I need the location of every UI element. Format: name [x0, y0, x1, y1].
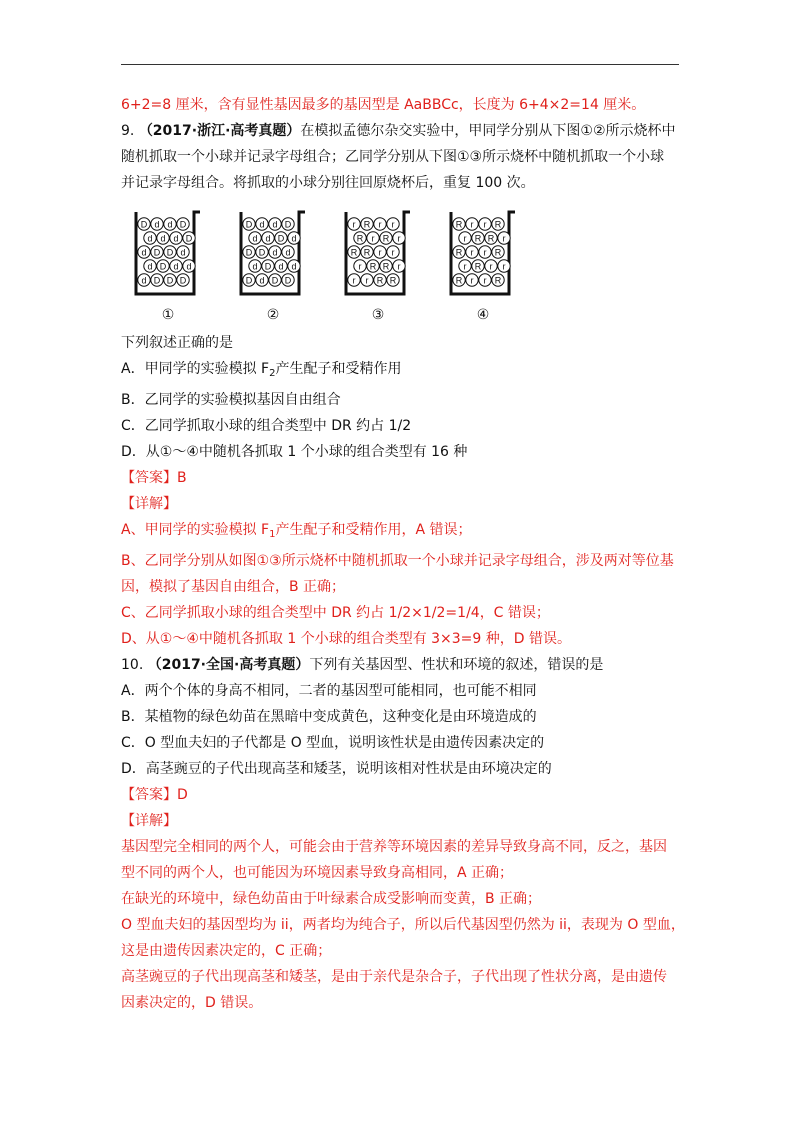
q9-option-d: D．从①～④中随机各抓取 1 个小球的组合类型有 16 种: [121, 444, 468, 460]
ball: [243, 218, 255, 230]
ball: [177, 218, 189, 230]
ball-letter: r: [483, 275, 487, 286]
previous-answer-fragment: 6+2=8 厘米，含有显性基因最多的基因型是 AaBBCc，长度为 6+4×2=14 厘米。: [121, 97, 646, 113]
ball-letter: d: [141, 275, 147, 286]
ball: [138, 274, 150, 286]
ball-letter: D: [258, 247, 266, 258]
ball: [183, 232, 195, 244]
ball-letter: R: [382, 261, 390, 272]
ball-letter: d: [285, 247, 291, 258]
q9-option-b: B．乙同学的实验模拟基因自由组合: [121, 392, 341, 408]
ball: [256, 246, 268, 258]
q10-explain-3-line-2: 这是由遗传因素决定的，C 正确；: [121, 943, 332, 959]
ball: [249, 260, 261, 272]
ball: [164, 218, 176, 230]
ball: [170, 260, 182, 272]
q10-stem-text: 下列有关基因型、性状和环境的叙述，错误的是: [309, 657, 604, 673]
ball-letter: D: [166, 247, 174, 258]
ball: [177, 246, 189, 258]
ball: [138, 218, 150, 230]
q9-explain-d: D、从①～④中随机各抓取 1 个小球的组合类型有 3×3=9 种，D 错误。: [121, 631, 572, 647]
ball: [374, 218, 386, 230]
ball: [269, 218, 281, 230]
ball: [164, 246, 176, 258]
q9-explain-label: 【详解】: [121, 496, 177, 512]
ball: [459, 232, 471, 244]
ball-letter: r: [365, 275, 369, 286]
ball-letter: R: [494, 275, 502, 286]
ball: [151, 218, 163, 230]
q9-explain-b-line-1: B、乙同学分别从如图①③所示烧杯中随机抓取一个小球并记录字母组合，涉及两对等位基: [121, 553, 674, 569]
ball-letter: r: [483, 247, 487, 258]
ball: [354, 232, 366, 244]
q9-option-c: C．乙同学抓取小球的组合类型中 DR 约占 1/2: [121, 418, 412, 434]
q9-number: 9.: [121, 123, 135, 139]
ball: [479, 274, 491, 286]
ball: [354, 260, 366, 272]
ball: [151, 274, 163, 286]
ball-letter: R: [363, 219, 371, 230]
ball-letter: r: [371, 233, 375, 244]
ball: [256, 218, 268, 230]
ball: [269, 246, 281, 258]
ball: [282, 274, 294, 286]
ball-letter: D: [245, 219, 253, 230]
ball-letter: r: [358, 261, 362, 272]
ball-letter: d: [147, 261, 153, 272]
ball-letter: R: [369, 261, 377, 272]
ball: [282, 246, 294, 258]
ball-letter: d: [291, 233, 297, 244]
ball-letter: d: [291, 261, 297, 272]
q10-answer-label: 【答案】: [121, 787, 177, 803]
ball: [492, 246, 504, 258]
beaker-2: [233, 208, 313, 324]
ball-letter: r: [397, 261, 401, 272]
ball-letter: D: [277, 233, 285, 244]
ball-letter: r: [470, 247, 474, 258]
ball: [170, 232, 182, 244]
beaker-3-drawing: [338, 208, 418, 298]
ball: [243, 274, 255, 286]
ball: [485, 260, 497, 272]
ball-letter: R: [356, 233, 364, 244]
beaker-4-drawing: [443, 208, 523, 298]
beaker-1-label: ①: [161, 307, 175, 323]
ball-letter: r: [391, 247, 395, 258]
ball-letter: R: [350, 247, 358, 258]
q10-option-d: D．高茎豌豆的子代出现高茎和矮茎，说明该相对性状是由环境决定的: [121, 761, 552, 777]
ball-letter: r: [470, 275, 474, 286]
ball: [361, 246, 373, 258]
ball-letter: d: [259, 275, 265, 286]
q9-stem-text-1: 在模拟孟德尔杂交实验中，甲同学分别从下图①②所示烧杯中: [300, 123, 676, 139]
ball: [380, 232, 392, 244]
q10-number: 10.: [121, 657, 144, 673]
ball-letter: r: [502, 261, 506, 272]
q9-stem-line-3: 并记录字母组合。将抓取的小球分别往回原烧杯后，重复 100 次。: [121, 175, 535, 191]
ball-letter: D: [179, 219, 187, 230]
ball: [485, 232, 497, 244]
beaker-2-drawing: [233, 208, 313, 298]
ball: [466, 274, 478, 286]
q10-option-a: A．两个个体的身高不相同，二者的基因型可能相同，也可能不相同: [121, 683, 537, 699]
ball: [453, 246, 465, 258]
ball: [348, 218, 360, 230]
ball: [275, 260, 287, 272]
ball-letter: d: [186, 261, 192, 272]
ball-letter: R: [474, 261, 482, 272]
beaker-2-label: ②: [266, 307, 280, 323]
q10-explain-1-line-1: 基因型完全相同的两个人，可能会由于营养等环境因素的差异导致身高不同，反之，基因: [121, 839, 667, 855]
ball: [256, 274, 268, 286]
q10-option-c: C．O 型血夫妇的子代都是 O 型血，说明该性状是由遗传因素决定的: [121, 735, 545, 751]
ball-letter: D: [179, 275, 187, 286]
q10-explain-label: 【详解】: [121, 813, 177, 829]
ball: [361, 274, 373, 286]
ball: [157, 260, 169, 272]
ball: [262, 232, 274, 244]
ball-letter: r: [489, 261, 493, 272]
ball-letter: D: [153, 275, 161, 286]
ball-letter: d: [154, 219, 160, 230]
ball-letter: d: [180, 247, 186, 258]
q9-option-a-subscript: 2: [269, 368, 276, 379]
q10-explain-2: 在缺光的环境中，绿色幼苗由于叶绿素合成受影响而变黄，B 正确；: [121, 891, 542, 907]
ball-letter: R: [455, 247, 463, 258]
ball: [374, 274, 386, 286]
ball-letter: R: [382, 233, 390, 244]
ball: [466, 218, 478, 230]
ball-letter: d: [173, 261, 179, 272]
ball: [151, 246, 163, 258]
ball: [380, 260, 392, 272]
ball: [387, 274, 399, 286]
ball: [288, 260, 300, 272]
ball: [492, 274, 504, 286]
ball-letter: D: [271, 275, 279, 286]
q10-stem: [121, 652, 681, 678]
ball-letter: D: [153, 247, 161, 258]
header-rule: [121, 64, 679, 65]
ball-letter: r: [378, 247, 382, 258]
document-body: [121, 92, 685, 1016]
q9-source: （2017·浙江·高考真题）: [138, 123, 301, 139]
ball-letter: r: [352, 275, 356, 286]
ball: [138, 246, 150, 258]
ball: [459, 260, 471, 272]
ball: [144, 232, 156, 244]
q10-explain-4-line-2: 因素决定的，D 错误。: [121, 995, 263, 1011]
ball: [262, 260, 274, 272]
ball-letter: D: [140, 219, 148, 230]
ball-letter: D: [185, 233, 193, 244]
ball-letter: d: [272, 247, 278, 258]
ball: [269, 274, 281, 286]
ball-letter: d: [252, 233, 258, 244]
ball: [164, 274, 176, 286]
ball-letter: d: [141, 247, 147, 258]
question-10: [121, 652, 685, 1016]
ball-letter: r: [391, 219, 395, 230]
ball-letter: d: [167, 219, 173, 230]
beaker-4: [443, 208, 523, 324]
q10-option-b: B．某植物的绿色幼苗在黑暗中变成黄色，这种变化是由环境造成的: [121, 709, 537, 725]
ball: [472, 232, 484, 244]
beaker-3-label: ③: [371, 307, 385, 323]
ball: [492, 218, 504, 230]
ball: [157, 232, 169, 244]
ball: [387, 218, 399, 230]
ball-letter: D: [166, 275, 174, 286]
ball-letter: d: [272, 219, 278, 230]
ball-letter: R: [455, 275, 463, 286]
q9-answer-label: 【答案】: [121, 470, 177, 486]
ball: [498, 260, 510, 272]
ball-letter: d: [252, 261, 258, 272]
ball-letter: R: [487, 233, 495, 244]
q10-source: （2017·全国·高考真题）: [147, 657, 310, 673]
ball: [466, 246, 478, 258]
q9-explain-a-subscript: 1: [269, 529, 276, 540]
ball-letter: d: [173, 233, 179, 244]
ball: [249, 232, 261, 244]
ball: [282, 218, 294, 230]
ball-letter: R: [455, 219, 463, 230]
ball-letter: R: [494, 247, 502, 258]
ball-letter: r: [378, 219, 382, 230]
ball-letter: R: [363, 247, 371, 258]
beaker-1-drawing: [128, 208, 208, 298]
q10-answer-value: D: [177, 787, 188, 803]
ball-letter: R: [494, 219, 502, 230]
q9-option-a: [121, 356, 681, 387]
ball-letter: D: [284, 219, 292, 230]
ball-letter: r: [502, 233, 506, 244]
ball-letter: r: [470, 219, 474, 230]
q9-explain-a: [121, 517, 681, 548]
ball: [479, 218, 491, 230]
ball: [144, 260, 156, 272]
ball: [453, 218, 465, 230]
ball: [453, 274, 465, 286]
ball-letter: d: [160, 233, 166, 244]
question-9: [121, 118, 681, 652]
ball-letter: d: [147, 233, 153, 244]
ball-letter: D: [264, 261, 272, 272]
ball: [479, 246, 491, 258]
q9-option-a-tail: 产生配子和受精作用: [275, 361, 402, 377]
beaker-1: [128, 208, 208, 324]
q9-stem-line-1: [121, 118, 681, 144]
ball: [348, 246, 360, 258]
ball-letter: r: [463, 233, 467, 244]
ball: [498, 232, 510, 244]
ball: [472, 260, 484, 272]
ball: [393, 260, 405, 272]
q9-prompt: 下列叙述正确的是: [121, 335, 233, 351]
q9-answer: [121, 465, 681, 491]
ball: [243, 246, 255, 258]
ball-letter: d: [278, 261, 284, 272]
q9-answer-value: B: [177, 470, 187, 486]
q10-explain-4-line-1: 高茎豌豆的子代出现高茎和矮茎，是由于亲代是杂合子，子代出现了性状分离，是由遗传: [121, 969, 667, 985]
ball: [374, 246, 386, 258]
beaker-3: [338, 208, 418, 324]
beaker-4-label: ④: [476, 307, 490, 323]
ball-letter: d: [259, 219, 265, 230]
q9-explain-c: C、乙同学抓取小球的组合类型中 DR 约占 1/2×1/2=1/4，C 错误；: [121, 605, 550, 621]
ball: [361, 218, 373, 230]
q9-explain-b-line-2: 因，模拟了基因自由组合，B 正确；: [121, 579, 346, 595]
ball: [367, 260, 379, 272]
ball-letter: r: [483, 219, 487, 230]
ball-letter: D: [284, 275, 292, 286]
q9-stem-line-2: 随机抓取一个小球并记录字母组合；乙同学分别从下图①③所示烧杯中随机抓取一个小球: [121, 149, 665, 165]
q9-option-a-text: A．甲同学的实验模拟 F: [121, 361, 270, 377]
ball-letter: D: [245, 247, 253, 258]
ball-letter: r: [463, 261, 467, 272]
ball-letter: R: [376, 275, 384, 286]
ball: [393, 232, 405, 244]
ball: [177, 274, 189, 286]
q10-explain-1-line-2: 型不同的两个人，也可能因为环境因素导致身高相同，A 正确；: [121, 865, 514, 881]
ball-letter: R: [389, 275, 397, 286]
ball: [275, 232, 287, 244]
ball-letter: R: [474, 233, 482, 244]
ball-letter: D: [159, 261, 167, 272]
ball: [288, 232, 300, 244]
ball-letter: r: [352, 219, 356, 230]
ball: [348, 274, 360, 286]
ball: [387, 246, 399, 258]
ball: [183, 260, 195, 272]
q9-explain-a-tail: 产生配子和受精作用，A 错误；: [275, 522, 472, 538]
q10-answer: [121, 782, 681, 808]
ball-letter: D: [245, 275, 253, 286]
ball-letter: r: [397, 233, 401, 244]
beaker-figure: [121, 208, 681, 323]
q10-explain-3-line-1: O 型血夫妇的基因型均为 ii，两者均为纯合子，所以后代基因型仍然为 ii，表现为 O 型血，: [121, 917, 685, 933]
ball-letter: d: [265, 233, 271, 244]
ball: [367, 232, 379, 244]
q9-explain-a-text: A、甲同学的实验模拟 F: [121, 522, 270, 538]
